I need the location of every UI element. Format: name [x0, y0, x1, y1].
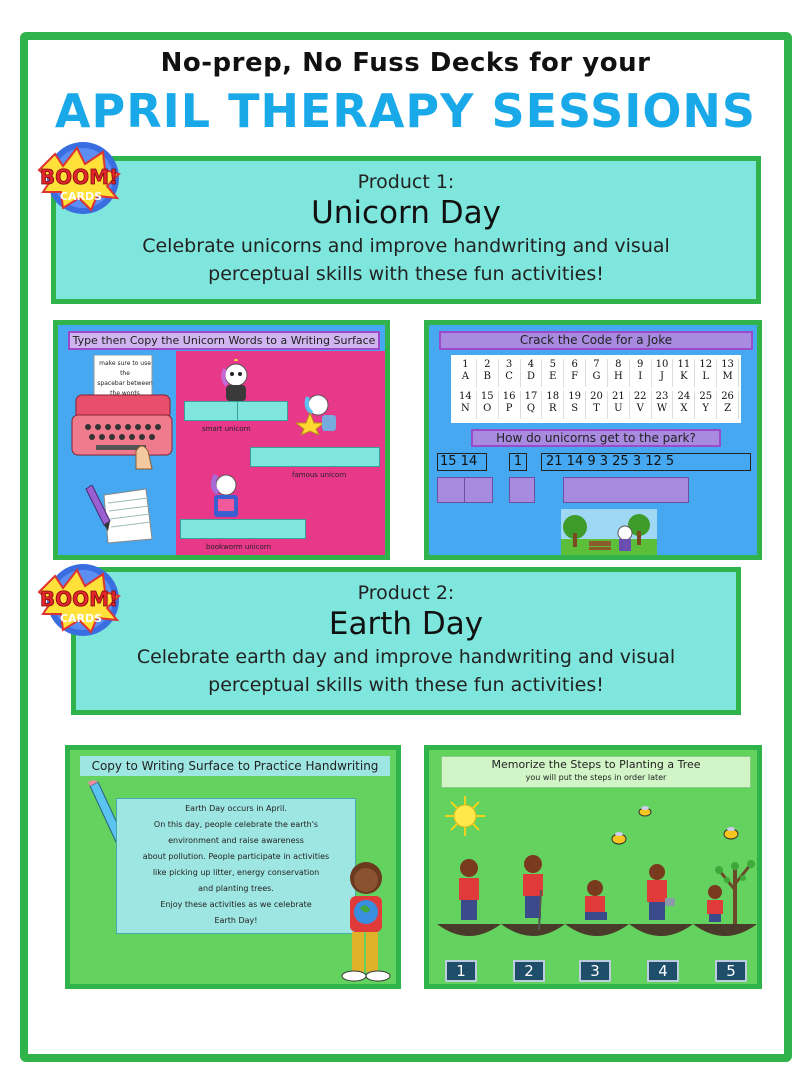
unicorn-book-icon	[204, 471, 248, 521]
page-title: APRIL THERAPY SESSIONS	[54, 84, 757, 138]
code-cell	[717, 359, 739, 387]
typewriter-note	[96, 359, 154, 399]
earth-text	[117, 801, 355, 929]
code-number: 11	[677, 359, 691, 370]
product-2-label: Product 2:	[357, 582, 455, 604]
slide4-subtitle: you will put the steps in order later	[525, 773, 667, 782]
code-cell	[717, 391, 739, 419]
answer-slot-2[interactable]	[509, 477, 535, 503]
code-number: 12	[699, 359, 713, 370]
code-number: 15	[480, 391, 494, 402]
product-1-box	[51, 156, 761, 304]
code-group-2: 1	[509, 453, 527, 471]
product-2-desc-line2: perceptual skills with these fun activities!	[208, 673, 604, 696]
planting-steps-image	[435, 850, 761, 950]
code-cell	[608, 391, 630, 419]
step-5-box[interactable]: 5	[715, 960, 747, 982]
step-2-box[interactable]: 2	[513, 960, 545, 982]
product-1-desc-line1: Celebrate unicorns and improve handwriting and visual	[142, 235, 670, 257]
code-number: 22	[633, 391, 647, 402]
code-number: 26	[721, 391, 734, 402]
code-letter: L	[702, 371, 710, 382]
code-cell	[630, 359, 652, 387]
step-3-box[interactable]: 3	[579, 960, 611, 982]
slide4-title: Memorize the Steps to Planting a Tree	[491, 758, 701, 771]
answer-slot-1[interactable]	[437, 477, 493, 503]
product-1-name: Unicorn Day	[311, 195, 501, 231]
code-letter: N	[461, 403, 470, 414]
code-cell	[695, 359, 717, 387]
text-line: environment and raise awareness	[168, 836, 304, 845]
code-number: 19	[568, 391, 581, 402]
boom-text: BOOM!	[39, 165, 119, 189]
code-number: 14	[459, 391, 472, 402]
code-letter: S	[571, 403, 579, 414]
note-line: the words	[110, 390, 140, 397]
code-letter: H	[613, 371, 623, 382]
joke-question: How do unicorns get to the park?	[471, 429, 721, 447]
code-letter: G	[592, 371, 601, 382]
slide3-header: Copy to Writing Surface to Practice Handwriting	[80, 756, 390, 776]
text-line: On this day, people celebrate the earth's	[153, 820, 319, 829]
code-number: 3	[505, 359, 513, 370]
code-cell	[477, 391, 499, 419]
code-cell	[455, 359, 477, 387]
boy-globe-image	[332, 858, 398, 986]
note-line: spacebar between	[97, 380, 153, 387]
answer-box-2[interactable]	[250, 447, 380, 467]
unicorn-icon	[216, 359, 256, 403]
code-letter: O	[483, 403, 492, 414]
boom-text: BOOM!	[39, 587, 119, 611]
code-cell	[499, 359, 521, 387]
note-line: make sure to use the	[99, 360, 151, 377]
code-cell	[673, 359, 695, 387]
code-number: 6	[571, 359, 578, 370]
code-letter: T	[593, 403, 600, 414]
answer-box-3[interactable]	[180, 519, 306, 539]
earth-day-text-box	[116, 798, 356, 934]
code-letter: C	[505, 371, 513, 382]
code-number: 18	[546, 391, 560, 402]
text-line: about pollution. People participate in activities	[142, 852, 330, 861]
text-line: Earth Day!	[214, 916, 258, 925]
code-cell	[630, 391, 652, 419]
code-number: 21	[611, 391, 625, 402]
label-smart-unicorn: smart unicorn	[202, 425, 251, 433]
code-letter: I	[638, 371, 643, 382]
slide4-header	[441, 756, 751, 788]
code-number: 20	[590, 391, 603, 402]
code-cell	[586, 359, 608, 387]
product-2-desc-line1: Celebrate earth day and improve handwriting and visual	[136, 646, 676, 668]
code-number: 13	[721, 359, 734, 370]
code-number: 17	[524, 391, 538, 402]
product-2-name: Earth Day	[328, 606, 484, 642]
slide1-header: Type then Copy the Unicorn Words to a Writing Surface	[68, 331, 380, 350]
code-number: 24	[677, 391, 691, 402]
label-bookworm-unicorn: bookworm unicorn	[206, 543, 272, 551]
code-table	[451, 355, 741, 423]
code-letter: Z	[724, 403, 732, 414]
code-letter: Q	[526, 403, 536, 414]
slide-unicorn-words	[53, 320, 390, 560]
slide-earth-day-copy	[65, 745, 401, 989]
code-letter: P	[505, 403, 513, 414]
code-cell	[586, 391, 608, 419]
step-4-box[interactable]: 4	[647, 960, 679, 982]
code-letter: M	[722, 371, 733, 382]
code-letter: J	[660, 371, 665, 382]
code-number: 25	[699, 391, 713, 402]
slide2-header: Crack the Code for a Joke	[439, 331, 753, 350]
code-letter: B	[483, 371, 491, 382]
page-subtitle: No-prep, No Fuss Decks for your	[160, 48, 651, 78]
code-number: 16	[502, 391, 516, 402]
code-number: 23	[655, 391, 669, 402]
code-letter: Y	[702, 403, 710, 414]
code-cell	[652, 391, 674, 419]
code-cell	[542, 359, 564, 387]
slide-planting-tree	[424, 745, 762, 989]
code-cell	[521, 391, 543, 419]
cards-text: CARDS	[59, 612, 103, 625]
code-cell	[673, 391, 695, 419]
product-1-desc-line2: perceptual skills with these fun activities!	[208, 262, 604, 285]
cards-text: CARDS	[59, 190, 103, 203]
code-cell	[542, 391, 564, 419]
code-cell	[477, 359, 499, 387]
text-line: Enjoy these activities as we celebrate	[160, 900, 312, 909]
product-1-label: Product 1:	[357, 171, 455, 193]
unicorn-star-icon	[296, 391, 346, 435]
code-letter: R	[549, 403, 557, 414]
code-number: 7	[593, 359, 600, 370]
code-cell	[564, 359, 586, 387]
code-cell	[521, 359, 543, 387]
text-line: and planting trees.	[198, 884, 274, 893]
boom-cards-badge	[33, 562, 125, 642]
code-letter: K	[680, 371, 688, 382]
text-line: Earth Day occurs in April.	[185, 804, 287, 813]
answer-slot-3[interactable]	[563, 477, 689, 503]
park-scene-image	[561, 509, 657, 557]
code-letter: A	[461, 371, 470, 382]
code-number: 8	[615, 359, 622, 370]
boom-cards-badge	[33, 140, 125, 220]
bees-icon	[635, 806, 755, 846]
code-number: 9	[637, 359, 644, 370]
code-number: 5	[549, 359, 556, 370]
code-cell	[652, 359, 674, 387]
code-letter: D	[526, 371, 535, 382]
label-famous-unicorn: famous unicorn	[292, 471, 347, 479]
code-cell	[695, 391, 717, 419]
code-number: 1	[462, 359, 469, 370]
slide-crack-code	[424, 320, 762, 560]
code-group-3: 21 14 9 3 25 3 12 5	[541, 453, 751, 471]
code-cell	[455, 391, 477, 419]
code-cell	[564, 391, 586, 419]
text-line: like picking up litter, energy conservation	[152, 868, 320, 877]
code-number: 2	[484, 359, 491, 370]
code-cell	[499, 391, 521, 419]
code-number: 10	[655, 359, 669, 370]
bee-icon	[609, 830, 629, 844]
unicorn-panel	[176, 351, 386, 555]
step-1-box[interactable]: 1	[445, 960, 477, 982]
product-2-box	[71, 567, 741, 715]
code-letter: U	[614, 403, 623, 414]
answer-box-1[interactable]	[184, 401, 288, 421]
code-letter: X	[680, 403, 688, 414]
code-number: 4	[527, 359, 535, 370]
code-group-1: 15 14	[437, 453, 487, 471]
code-letter: E	[549, 371, 557, 382]
sun-icon	[445, 796, 485, 836]
code-cell	[608, 359, 630, 387]
paper-pencil-icon	[84, 485, 154, 545]
code-letter: F	[571, 371, 579, 382]
code-letter: V	[636, 403, 644, 414]
code-letter: W	[656, 403, 668, 414]
